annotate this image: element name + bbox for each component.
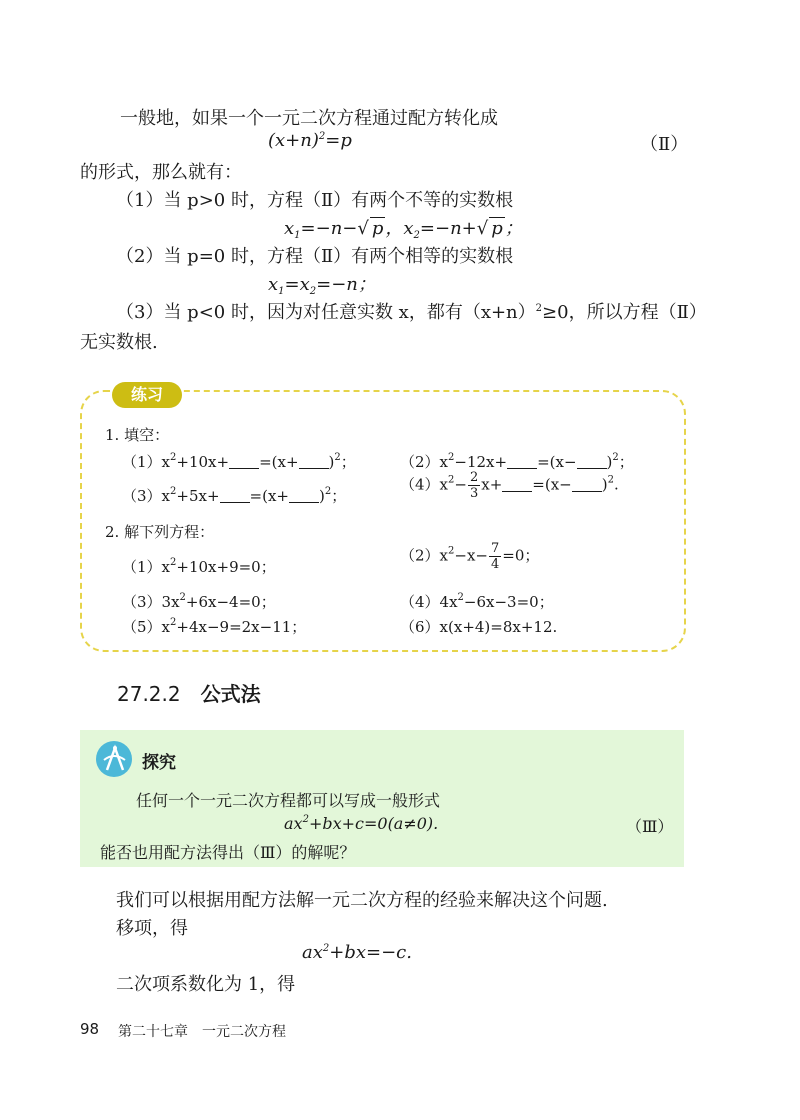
compass-icon <box>95 740 133 778</box>
explore-line1: 任何一个一元二次方程都可以写成一般形式 <box>136 791 441 810</box>
equation-iii: $ax^2+bx+c=0(a\ne 0)$. <box>284 814 439 833</box>
practice-q2-6: （6）x(x+4)=8x+12. <box>400 618 558 636</box>
intro-line2: 的形式，那么就有： <box>80 162 242 183</box>
practice-q2-title: 2. 解下列方程： <box>105 523 215 541</box>
intro-line1: 一般地，如果一个一元二次方程通过配方转化成 <box>120 108 498 129</box>
body-line1: 我们可以根据用配方法解一元二次方程的经验来解决这个问题. <box>116 890 608 911</box>
practice-q1-4: $(4)x^2-$ $\frac{2}{3}$ $x+ =(x- )^2$. <box>400 470 619 501</box>
section-heading <box>117 678 261 707</box>
body-equation: $ax^2+bx=-c$. <box>302 942 412 963</box>
practice-q2-1: $(1)x^2+10x+9=0$； <box>122 557 276 576</box>
page-number: 98 <box>80 1020 100 1038</box>
case2-roots: $x_1=x_2=-n$； <box>268 274 376 297</box>
practice-q1-2: $(2)x^2-12x+ =(x- )^2$； <box>400 452 634 471</box>
practice-q2-4: $(4)4x^2-6x-3=0$； <box>400 592 554 611</box>
chapter-title: 第二十七章 一元二次方程 <box>118 1024 286 1040</box>
practice-q2-5: $(5)x^2+4x-9=2x-11$； <box>122 617 307 636</box>
explore-line2: 能否也用配方法得出（Ⅲ）的解呢？ <box>100 843 356 862</box>
case3-text: （3）当 p<0 时，因为对任意实数 x，都有$(x+n)^2\ge 0$，所以方程（Ⅱ） <box>116 302 707 323</box>
case2-text: （2）当 p=0 时，方程（Ⅱ）有两个相等的实数根 <box>116 246 514 267</box>
section-title: 公式法 <box>200 682 261 706</box>
practice-q1-title: 1. 填空： <box>105 426 170 444</box>
practice-q1-3: $(3)x^2+5x+ =(x+ )^2$； <box>122 486 347 505</box>
section-number: 27.2.2 <box>117 682 181 706</box>
practice-label: 练习 <box>112 382 182 408</box>
equation-ii: $(x+n)^2=p$ <box>268 130 352 151</box>
explore-label: 探究 <box>142 753 176 773</box>
practice-q2-3: $(3)3x^2+6x-4=0$； <box>122 592 276 611</box>
case1-roots: $x_1=-n-√$ p ，$x_2=-n+√$ p ； <box>284 218 523 241</box>
practice-q2-2: $(2)x^2-x-$ $\frac{7}{4}$ =0； <box>400 541 540 572</box>
case3-text-cont: 无实数根. <box>80 332 158 353</box>
body-line2: 移项，得 <box>116 918 188 939</box>
practice-q1-1: $(1)x^2+10x+ =(x+ )^2$； <box>122 452 356 471</box>
case1-text: （1）当 p>0 时，方程（Ⅱ）有两个不等的实数根 <box>116 190 514 211</box>
body-line3: 二次项系数化为 1，得 <box>116 974 296 995</box>
equation-ii-tag: （Ⅱ） <box>640 134 689 155</box>
equation-iii-tag: （Ⅲ） <box>626 817 674 836</box>
